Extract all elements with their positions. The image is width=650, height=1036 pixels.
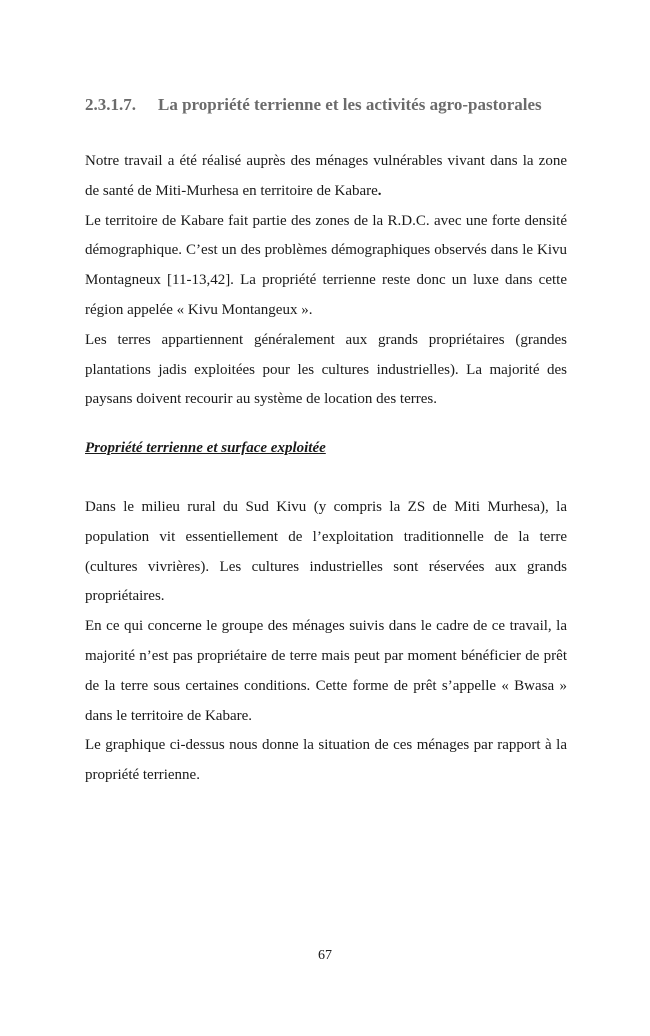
document-page	[85, 88, 567, 791]
paragraph-rural-south-kivu: Dans le milieu rural du Sud Kivu (y compris la ZS de Miti Murhesa), la population vit essentiellement de l’exploitation traditionnelle de la terre (cultures vivrières). Les cultures industrielles sont réservées aux grands propriétaires.	[85, 498, 567, 605]
section-title: La propriété terrienne et les activités agro-pastorales	[158, 95, 542, 114]
land-property-block	[85, 493, 567, 791]
subheading-land-property: Propriété terrienne et surface exploitée	[85, 440, 326, 457]
section-heading	[85, 88, 567, 121]
paragraph-graph-reference: Le graphique ci-dessus nous donne la situation de ces ménages par rapport à la propriété terrienne.	[85, 737, 567, 784]
page-number: 67	[318, 948, 332, 963]
paragraph-land-owners: Les terres appartiennent généralement aux grands propriétaires (grandes plantations jadis exploitées pour les cultures industrielles). La majorité des paysans doivent recourir au système de location des terres.	[85, 331, 567, 408]
intro-block	[85, 147, 567, 415]
section-number: 2.3.1.7.	[85, 95, 136, 114]
paragraph-bwasa: En ce qui concerne le groupe des ménages suivis dans le cadre de ce travail, la majorité n’est pas propriétaire de terre mais peut par moment bénéficier de prêt de la terre sous certaines conditions. Cette forme de prêt s’appelle « Bwasa » dans le territoire de Kabare.	[85, 618, 567, 724]
paragraph-study-context	[85, 147, 567, 207]
bold-period: .	[377, 182, 382, 199]
paragraph-kabare-density: Le territoire de Kabare fait partie des zones de la R.D.C. avec une forte densité démographique. C’est un des problèmes démographiques observés dans le Kivu Montagneux [11-13,42]. La propriété terrienne reste donc un luxe dans cette région appelée « Kivu Montangeux ».	[85, 212, 567, 318]
paragraph-study-context-text: Notre travail a été réalisé auprès des ménages vulnérables vivant dans la zone de santé de Miti-Murhesa en territoire de Kabare	[85, 153, 567, 199]
